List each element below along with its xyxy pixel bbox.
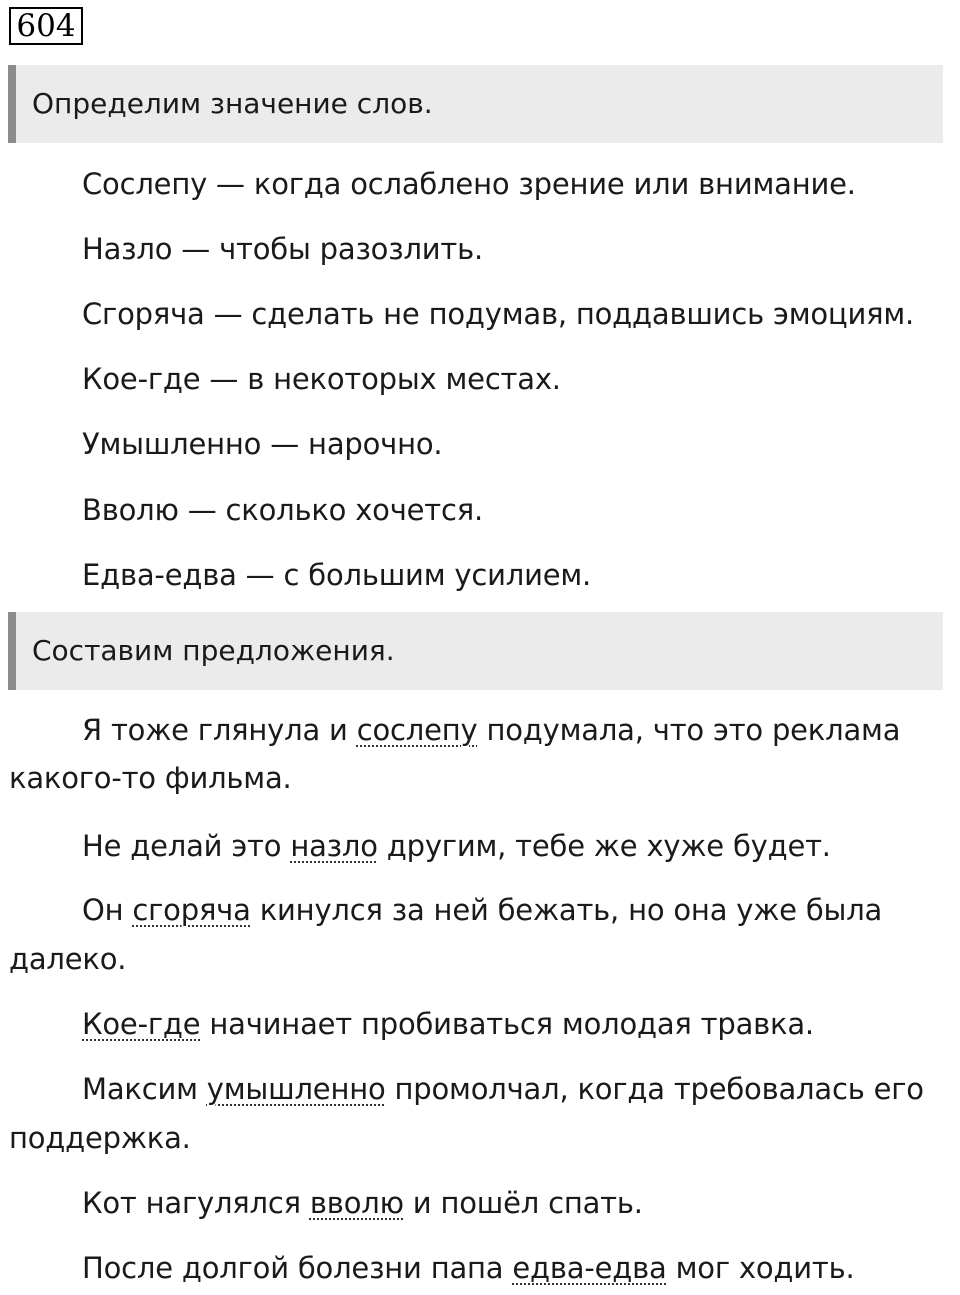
definition-line: Сослепу — когда ослаблено зрение или внимание. [82,167,856,201]
sentence-continuation: какого-то фильма. [9,761,292,795]
exercise-number: 604 [9,7,83,45]
sentence-text: и пошёл спать. [403,1186,643,1220]
sentence-continuation: далеко. [9,942,127,976]
underlined-adverb: умышленно [206,1072,386,1106]
sentence-text: Не делай это [82,829,291,863]
sentence-text: Я тоже глянула и [82,713,357,747]
definition-line: Едва-едва — с большим усилием. [82,558,592,592]
definition-line: Назло — чтобы разозлить. [82,232,484,266]
underlined-adverb: сослепу [356,713,478,747]
sentence-text: кинулся за ней бежать, но она уже была [250,893,883,927]
section-heading-sentences: Составим предложения. [8,612,943,690]
sentence-text: подумала, что это реклама [477,713,901,747]
sentence-text: Кот нагулялся [82,1186,310,1220]
sentence-text: начинает пробиваться молодая травка. [200,1007,814,1041]
sentence-text: мог ходить. [666,1251,855,1285]
definition-line: Вволю — сколько хочется. [82,493,484,527]
underlined-adverb: вволю [309,1186,404,1220]
sentence-line [82,1006,814,1042]
sentence-continuation: поддержка. [9,1121,191,1155]
sentence-text: После долгой болезни папа [82,1251,513,1285]
underlined-adverb: едва-едва [512,1251,667,1285]
sentence-text: Он [82,893,133,927]
definition-line: Сгоряча — сделать не подумав, поддавшись эмоциям. [82,297,915,331]
sentence-line [82,1185,643,1221]
sentence-text: другим, тебе же хуже будет. [377,829,831,863]
sentence-line [82,1071,924,1107]
underlined-adverb: сгоряча [132,893,251,927]
underlined-adverb: назло [290,829,378,863]
sentence-text: промолчал, когда требовалась его [385,1072,924,1106]
sentence-line [82,828,831,864]
underlined-adverb: Кое-где [82,1007,201,1041]
sentence-line [82,712,900,748]
sentence-line [82,1250,855,1286]
definition-line: Кое-где — в некоторых местах. [82,362,561,396]
sentence-text: Максим [82,1072,207,1106]
section-heading-definitions: Определим значение слов. [8,65,943,143]
sentence-line [82,892,882,928]
definition-line: Умышленно — нарочно. [82,427,443,461]
